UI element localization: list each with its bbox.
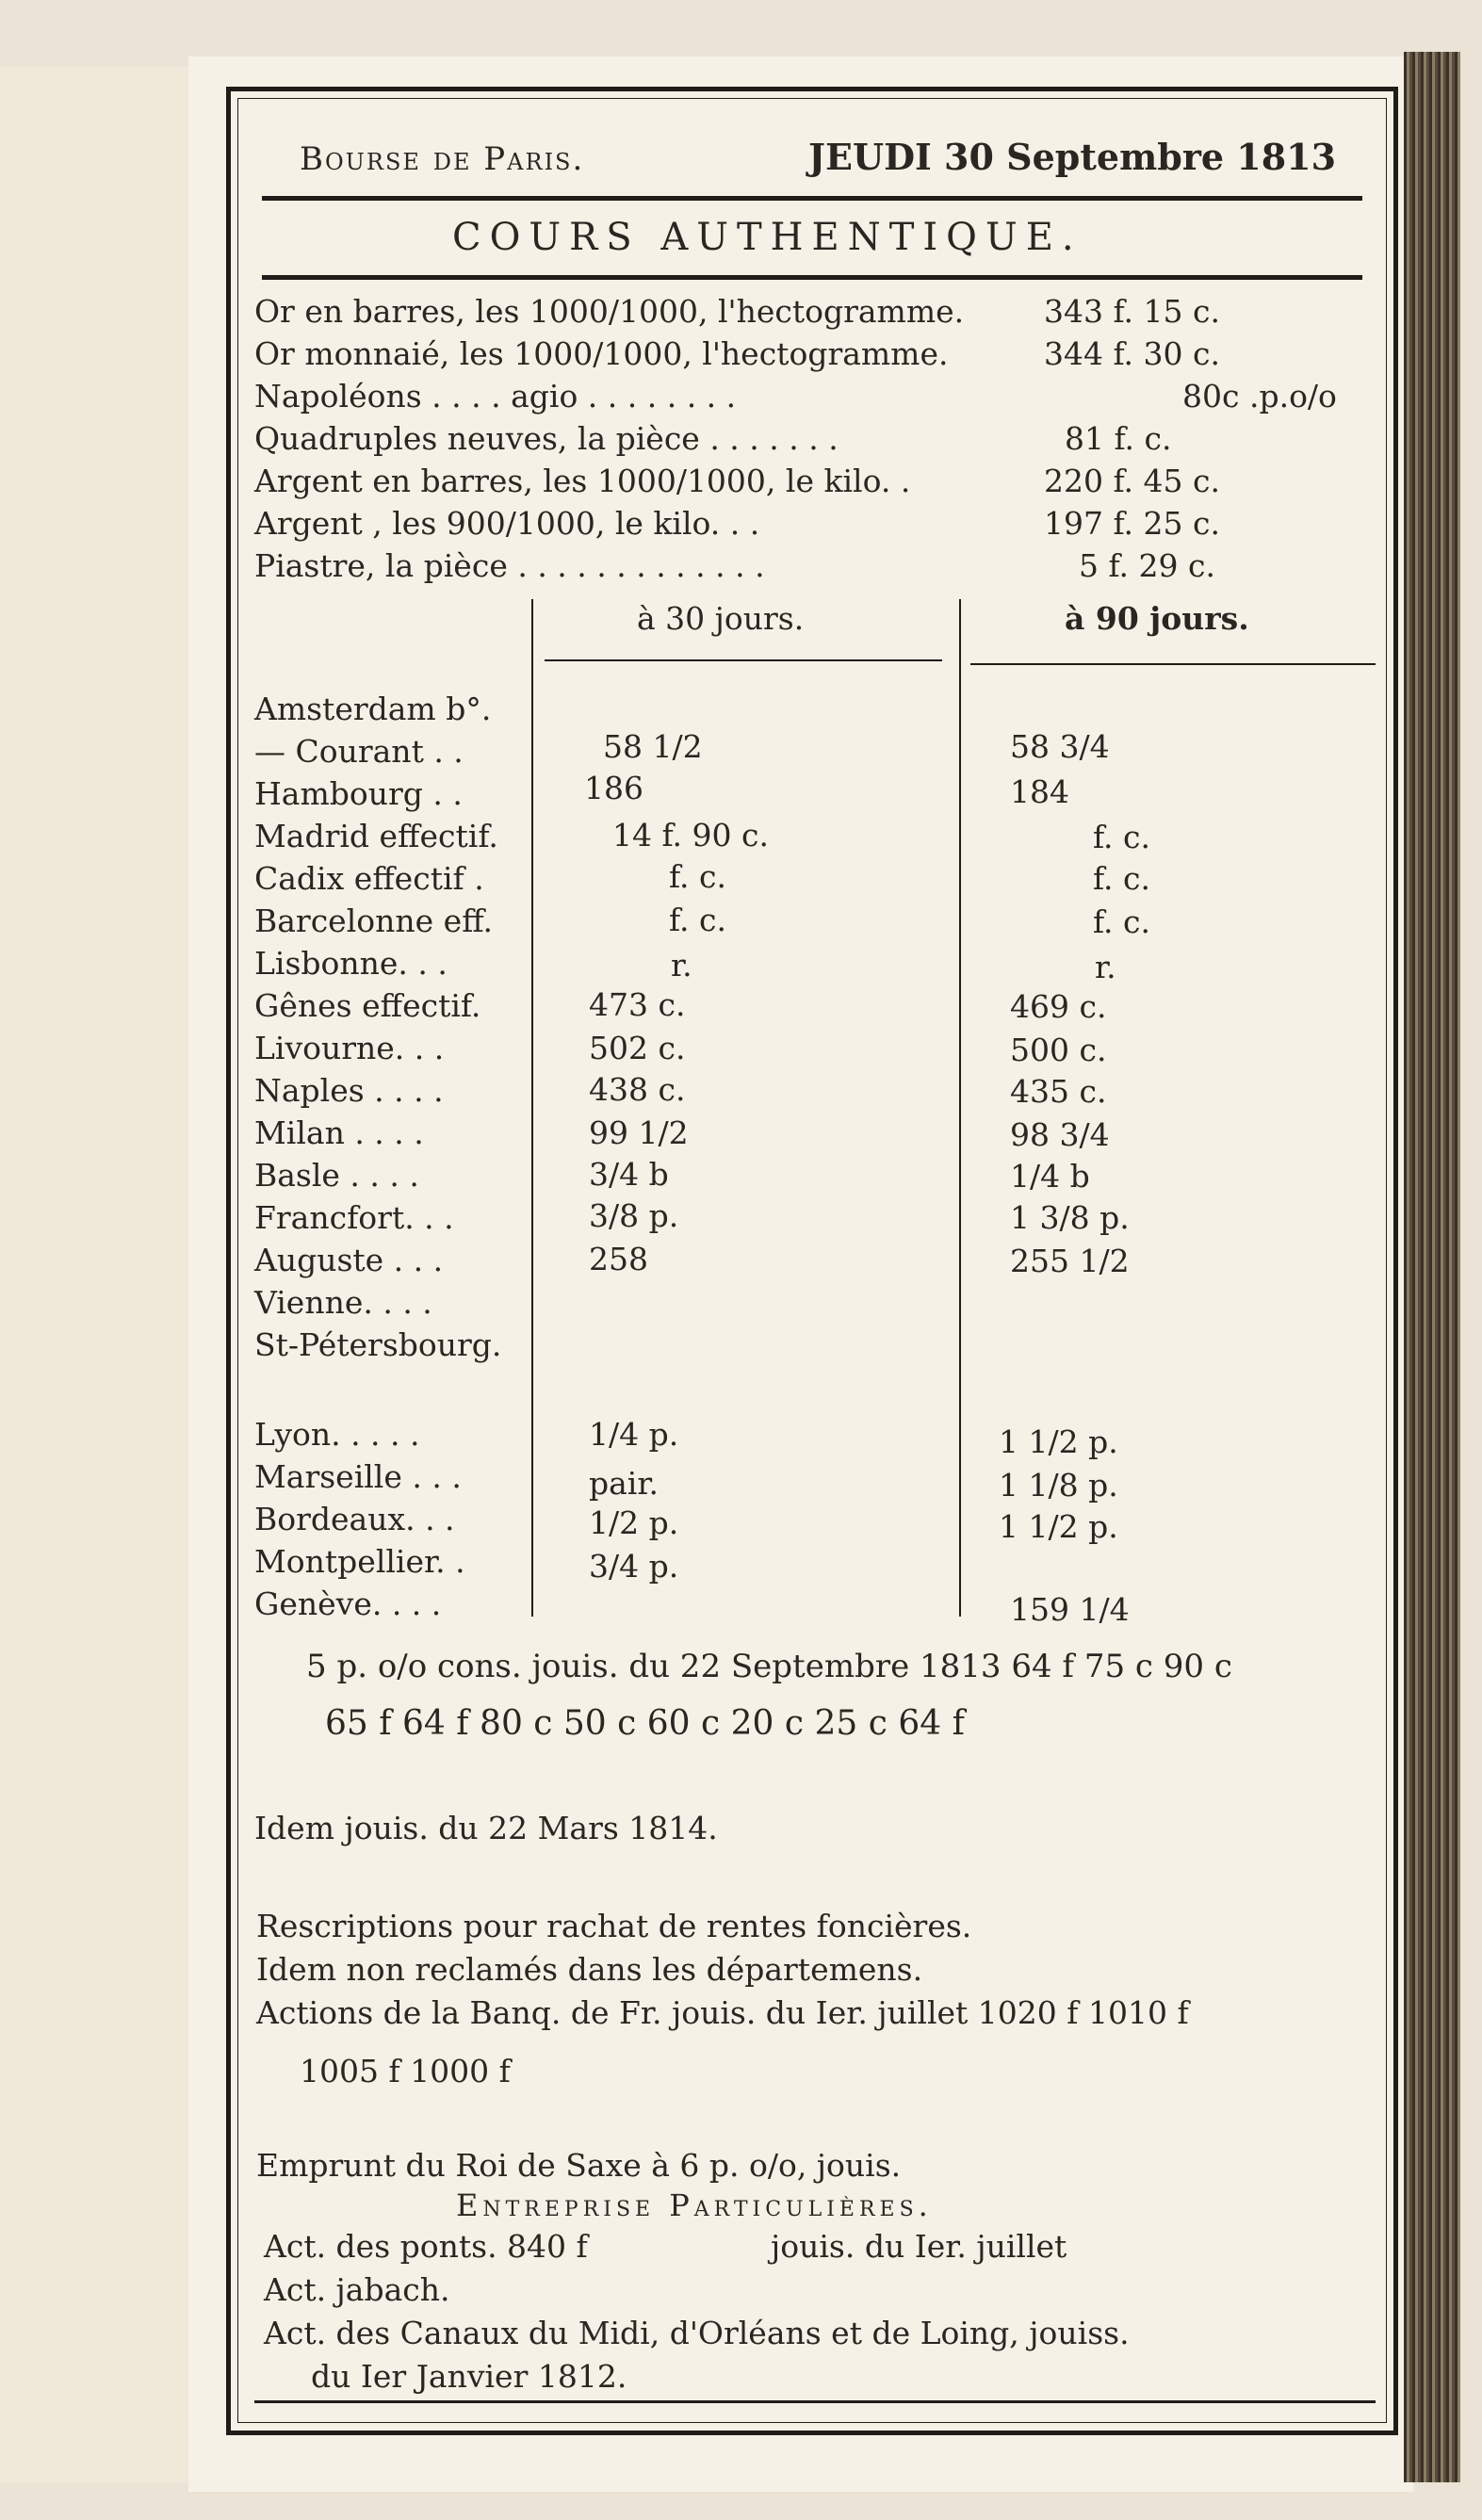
table-row-place: Livourne. . . — [254, 1030, 445, 1066]
row-label: Quadruples neuves, la pièce . . . . . . . — [254, 420, 839, 457]
table-row-d90: 159 1/4 — [1010, 1591, 1130, 1628]
table-row-place: Barcelonne eff. — [254, 902, 493, 939]
row-value: 197 f. 25 c. — [1044, 505, 1220, 542]
table-row-d90: 435 c. — [1010, 1073, 1107, 1110]
row-label: Or monnaié, les 1000/1000, l'hectogramme. — [254, 335, 949, 372]
table-row-place: Bordeaux. . . — [254, 1501, 455, 1537]
table-row-d30: 3/4 p. — [589, 1548, 679, 1585]
table-row-d90: f. c. — [1093, 819, 1150, 855]
rescriptions: Rescriptions pour rachat de rentes foncières. — [256, 1908, 972, 1944]
row-label: Or en barres, les 1000/1000, l'hectogramme. — [254, 293, 965, 330]
table-row-d90: 1 1/8 p. — [999, 1467, 1118, 1504]
row-label: Argent en barres, les 1000/1000, le kilo. . — [254, 463, 911, 499]
table-row-place: Basle . . . . — [254, 1157, 419, 1194]
col-header-90-days: à 90 jours. — [1065, 600, 1249, 637]
table-row-d90: f. c. — [1093, 860, 1150, 897]
row-label: Napoléons . . . . agio . . . . . . . . — [254, 378, 737, 415]
table-row-d90: f. c. — [1093, 903, 1150, 940]
act-canaux: Act. des Canaux du Midi, d'Orléans et de Loing, jouiss. — [264, 2315, 1130, 2351]
table-row-place: Gênes effectif. — [254, 987, 481, 1024]
table-row-d30: pair. — [589, 1465, 659, 1502]
table-row-place: Francfort. . . — [254, 1199, 454, 1236]
table-row-place: Amsterdam b°. — [254, 691, 492, 727]
table-row-d90: 1/4 b — [1010, 1158, 1090, 1195]
entreprise-heading: Entreprise Particulières. — [456, 2187, 933, 2223]
table-row-d30: 258 — [589, 1241, 648, 1277]
table-row-d30: 1/4 p. — [589, 1416, 679, 1453]
table-row-d90: 184 — [1010, 773, 1069, 810]
rentes-line-2: 65 f 64 f 80 c 50 c 60 c 20 c 25 c 64 f — [325, 1704, 965, 1743]
act-canaux-date: du Ier Janvier 1812. — [311, 2358, 627, 2395]
table-row-d30: 473 c. — [589, 986, 686, 1023]
table-row-d30: 186 — [584, 770, 643, 806]
facing-page — [0, 66, 189, 2482]
rentes-idem: Idem jouis. du 22 Mars 1814. — [254, 1810, 718, 1846]
header-left: Bourse de Paris. — [300, 140, 585, 178]
table-row-d30: f. c. — [669, 902, 726, 938]
rentes-line-1: 5 p. o/o cons. jouis. du 22 Septembre 1813 64 f 75 c 90 c — [306, 1648, 1232, 1685]
table-row-place: Milan . . . . — [254, 1114, 424, 1151]
table-row-d30: 58 1/2 — [603, 728, 703, 765]
table-row-d30: r. — [671, 947, 692, 984]
table-row-place: Auguste . . . — [254, 1242, 444, 1278]
table-row-d30: 438 c. — [589, 1071, 686, 1108]
header-underline-90 — [970, 663, 1376, 665]
header-date: JEUDI 30 Septembre 1813 — [808, 136, 1337, 178]
table-row-d30: 14 f. 90 c. — [612, 817, 769, 854]
header-rule-bottom — [262, 275, 1362, 280]
table-row-place: Lyon. . . . . — [254, 1416, 420, 1453]
table-row-place: — Courant . . — [254, 733, 464, 770]
table-row-place: Vienne. . . . — [254, 1284, 432, 1321]
row-value: 344 f. 30 c. — [1044, 335, 1220, 372]
act-jabach: Act. jabach. — [264, 2271, 450, 2308]
column-rule-1 — [531, 599, 533, 1617]
page-edges — [1404, 52, 1460, 2482]
emprunt-saxe: Emprunt du Roi de Saxe à 6 p. o/o, jouis. — [256, 2147, 902, 2184]
row-label: Argent , les 900/1000, le kilo. . . — [254, 505, 760, 542]
table-row-d30: 3/4 b — [589, 1156, 669, 1193]
act-ponts: Act. des ponts. 840 f — [264, 2228, 588, 2265]
footer-rule — [254, 2400, 1376, 2403]
actions-banque: Actions de la Banq. de Fr. jouis. du Ier. juillet 1020 f 1010 f — [256, 1994, 1189, 2031]
table-row-d90: 58 3/4 — [1010, 728, 1110, 765]
header-underline-30 — [545, 659, 942, 661]
col-header-30-days: à 30 jours. — [637, 600, 805, 637]
table-row-d30: 1/2 p. — [589, 1504, 679, 1541]
row-value: 81 f. c. — [1065, 420, 1172, 457]
row-value: 80c .p.o/o — [1182, 378, 1337, 415]
table-row-d30: 3/8 p. — [589, 1197, 679, 1234]
table-row-place: St-Pétersbourg. — [254, 1326, 502, 1363]
row-value: 343 f. 15 c. — [1044, 293, 1220, 330]
table-row-d90: 469 c. — [1010, 988, 1107, 1025]
row-label: Piastre, la pièce . . . . . . . . . . . . . — [254, 547, 765, 584]
row-value: 220 f. 45 c. — [1044, 463, 1220, 499]
header-rule-top — [262, 196, 1362, 201]
table-row-d30: f. c. — [669, 858, 726, 895]
table-row-d90: 1 3/8 p. — [1010, 1199, 1130, 1236]
act-ponts-jouis: jouis. du Ier. juillet — [771, 2228, 1067, 2265]
table-row-place: Cadix effectif . — [254, 860, 484, 897]
table-row-d90: r. — [1095, 949, 1116, 985]
idem-non-reclames: Idem non reclamés dans les départemens. — [256, 1951, 923, 1988]
table-row-place: Naples . . . . — [254, 1072, 444, 1109]
table-row-d90: 98 3/4 — [1010, 1116, 1110, 1153]
table-row-d90: 500 c. — [1010, 1032, 1107, 1068]
table-row-place: Hambourg . . — [254, 775, 463, 812]
table-row-place: Montpellier. . — [254, 1543, 465, 1580]
row-value: 5 f. 29 c. — [1079, 547, 1215, 584]
table-row-d30: 502 c. — [589, 1030, 686, 1066]
table-row-d90: 1 1/2 p. — [999, 1508, 1118, 1545]
table-row-d90: 255 1/2 — [1010, 1243, 1130, 1279]
table-row-place: Madrid effectif. — [254, 818, 498, 854]
table-row-place: Genève. . . . — [254, 1585, 442, 1622]
table-row-place: Lisbonne. . . — [254, 945, 448, 982]
table-row-place: Marseille . . . — [254, 1458, 462, 1495]
page-title: COURS AUTHENTIQUE. — [452, 216, 1083, 259]
actions-banque-cont: 1005 f 1000 f — [300, 2053, 511, 2089]
column-rule-2 — [959, 599, 961, 1617]
table-row-d90: 1 1/2 p. — [999, 1423, 1118, 1460]
table-row-d30: 99 1/2 — [589, 1114, 689, 1151]
